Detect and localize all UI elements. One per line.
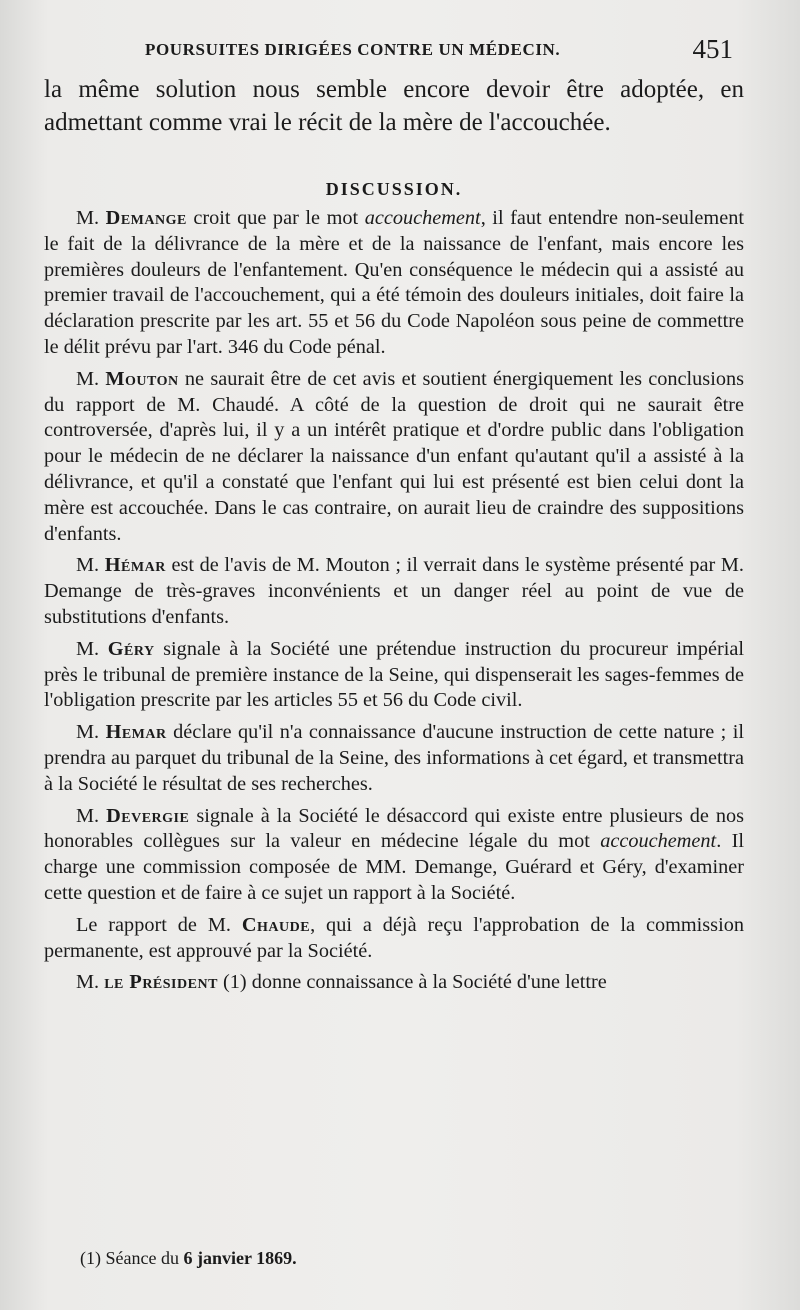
discussion-paragraph bbox=[44, 367, 744, 548]
paragraph-text: croit que par le mot bbox=[186, 207, 365, 229]
lead-paragraph: la même solution nous semble encore devoir être adoptée, en admettant comme vrai le récit de la mère de l'accouchée. bbox=[44, 76, 744, 136]
running-title: POURSUITES DIRIGÉES CONTRE UN MÉDECIN. bbox=[145, 40, 561, 59]
paragraph-text: , qui a déjà reçu l'approbation de la commission permanente, est approuvé par la Société. bbox=[44, 913, 744, 962]
paragraph-prefix: M. bbox=[76, 367, 100, 390]
paragraph-prefix: M. bbox=[76, 554, 100, 577]
paragraph-prefix: M. bbox=[76, 804, 100, 827]
paragraph-prefix: M. bbox=[76, 637, 100, 660]
section-title: DISCUSSION. bbox=[325, 179, 463, 199]
speaker-name: Chaude bbox=[241, 913, 311, 936]
paragraph-text: signale à la Société une prétendue instruction du procureur impérial près le tribunal de première instance de la Seine, qui dispenserait les sages-femmes de l'obligation prescrite par les articles 55 et 56 du Code civil. bbox=[44, 637, 744, 712]
page-header bbox=[145, 34, 745, 68]
speaker-name: Géry bbox=[107, 637, 155, 660]
paragraph-prefix: M. bbox=[76, 971, 100, 994]
discussion-paragraph bbox=[44, 913, 744, 965]
paragraph-text: déclare qu'il n'a connaissance d'aucune instruction de cette nature ; il prendra au parquet du tribunal de la Seine, des informations à cet égard, et transmettra à la Société le résultat de ses recherches. bbox=[44, 721, 744, 795]
paragraph-text-rest: , il faut entendre non-seulement le fait de la délivrance de la mère et de la naissance de l'enfant, mais encore les premières douleurs de l'enfantement. Qu'en conséquence le médecin qui a assisté au premier travail de l'accouchement, qui a été témoin des douleurs initiales, doit faire la déclaration prescrite par les art. 55 et 56 du Code Napoléon sous peine de commettre le délit prévu par l'art. 346 du Code pénal. bbox=[44, 207, 744, 358]
paragraph-prefix: M. bbox=[76, 207, 100, 229]
footnote-date: 6 janvier 1869. bbox=[183, 1248, 297, 1268]
speaker-name: Mouton bbox=[105, 367, 179, 390]
discussion-paragraph bbox=[44, 804, 744, 907]
paragraph-prefix: Le rapport de M. bbox=[76, 913, 231, 936]
paragraph-text-rest: . Il charge une commission composée de MM. Demange, Guérard et Géry, d'examiner cette question et de faire à ce sujet un rapport à la Société. bbox=[44, 830, 745, 904]
speaker-name: Hemar bbox=[105, 721, 167, 744]
speaker-name: Devergie bbox=[106, 804, 190, 827]
speaker-name: Demange bbox=[105, 207, 187, 229]
speaker-name: Hémar bbox=[104, 554, 166, 577]
paragraph-text: est de l'avis de M. Mouton ; il verrait dans le système présenté par M. Demange de très-graves inconvénients et un danger réel au point de vue de substitutions d'enfants. bbox=[44, 554, 744, 628]
page-body bbox=[44, 73, 744, 1002]
discussion-paragraph bbox=[44, 970, 744, 996]
discussion-paragraph bbox=[44, 206, 744, 361]
discussion-paragraph bbox=[44, 720, 744, 797]
italic-term: accouchement bbox=[600, 830, 717, 853]
paragraph-prefix: M. bbox=[76, 721, 100, 744]
italic-term: accouchement bbox=[364, 207, 481, 229]
discussion-paragraph bbox=[44, 637, 744, 714]
footnote bbox=[80, 1248, 297, 1269]
footnote-marker: (1) bbox=[80, 1248, 101, 1268]
page-number: 451 bbox=[692, 34, 733, 64]
discussion-paragraph bbox=[44, 553, 744, 630]
paragraph-text: ne saurait être de cet avis et soutient énergiquement les conclusions du rapport de M. Chaudé. A côté de la question de droit qui ne saurait être controversée, d'après lui, il y a un intérêt pratique et d'ordre public dans l'obligation pour le médecin de ne déclarer la naissance d'un enfant qu'autant qu'il a assisté à la délivrance, et qu'il a constaté que l'enfant qui lui est présenté est bien celui dont la mère est accouchée. Dans le cas contraire, on aurait lieu de craindre des suppositions d'enfants. bbox=[44, 367, 744, 545]
footnote-text: Séance du bbox=[105, 1248, 179, 1268]
paragraph-text: (1) donne connaissance à la Société d'une lettre bbox=[217, 971, 607, 994]
paragraph-text: signale à la Société le désaccord qui existe entre plusieurs de nos honorables collègues sur la valeur en médecine légale du mot bbox=[44, 804, 745, 853]
speaker-name: le Président bbox=[104, 971, 218, 994]
